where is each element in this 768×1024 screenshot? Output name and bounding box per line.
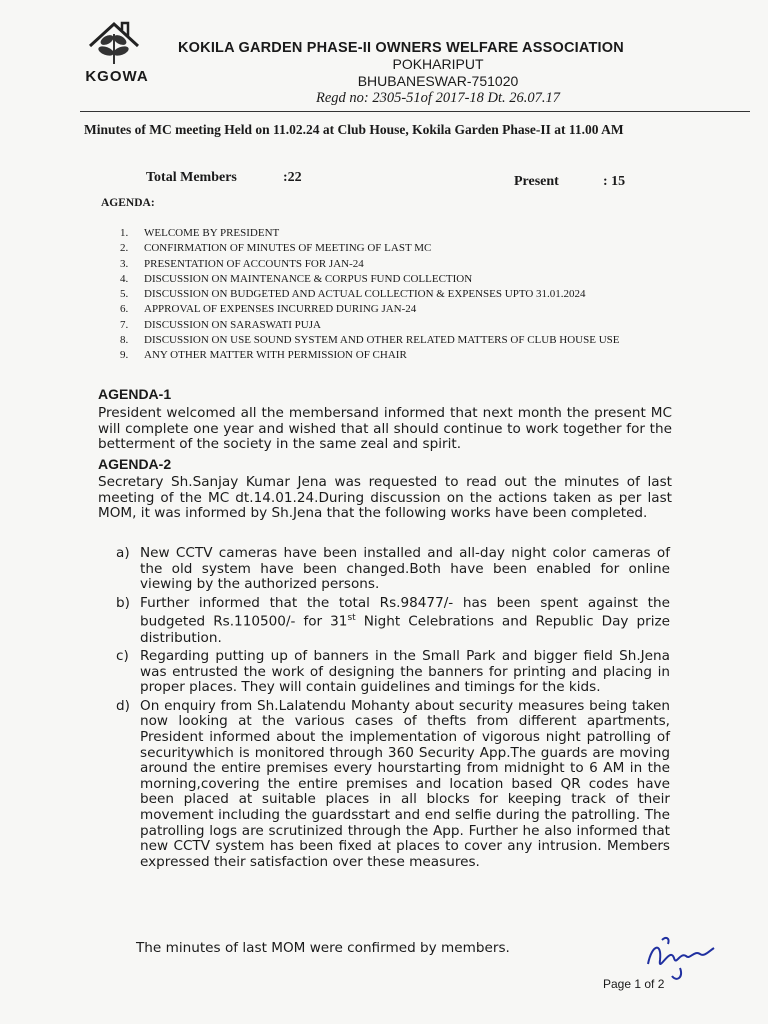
- total-members-label: Total Members: [146, 170, 237, 185]
- present-label: Present: [514, 174, 559, 189]
- closing-statement: The minutes of last MOM were confirmed by members.: [136, 940, 510, 956]
- org-locality: POKHARIPUT: [392, 56, 484, 72]
- agenda2-heading: AGENDA-2: [98, 456, 172, 472]
- agenda1-text: President welcomed all the membersand informed that next month the present MC will complete one year and wished that all should continue to work together for the betterment of the society in the same zeal and spirit.: [98, 405, 672, 453]
- logo-text: KGOWA: [85, 68, 149, 85]
- present-value: : 15: [603, 174, 626, 189]
- agenda-list: [120, 226, 680, 364]
- agenda-heading: AGENDA:: [101, 197, 155, 209]
- org-name: KOKILA GARDEN PHASE-II OWNERS WELFARE ASSOCIATION: [178, 40, 624, 56]
- list-item: a) New CCTV cameras have been installed and all-day night color cameras of the old system have been changed.Both have been enabled for online viewing by the authorized persons.: [116, 545, 670, 593]
- agenda-item: 7. DISCUSSION ON SARASWATI PUJA: [120, 318, 321, 331]
- agenda-item: 1. WELCOME BY PRESIDENT: [120, 227, 280, 239]
- agenda-item: 3. PRESENTATION OF ACCOUNTS FOR JAN-24: [120, 257, 364, 270]
- agenda-item: 4. DISCUSSION ON MAINTENANCE & CORPUS FUND COLLECTION: [120, 272, 473, 285]
- total-members-value: :22: [283, 170, 302, 185]
- agenda-item: 8. DISCUSSION ON USE SOUND SYSTEM AND OTHER RELATED MATTERS OF CLUB HOUSE USE: [120, 334, 620, 347]
- kgowa-logo: [72, 18, 162, 90]
- list-item: c) Regarding putting up of banners in the Small Park and bigger field Sh.Jena was entrusted the work of designing the banners for printing and placing in proper places. They will contain guidelines and timings for the kids.: [116, 648, 670, 696]
- registration-number: Regd no: 2305-51of 2017-18 Dt. 26.07.17: [315, 90, 561, 106]
- house-leaf-icon: [84, 18, 144, 70]
- agenda-item: 9. ANY OTHER MATTER WITH PERMISSION OF CHAIR: [120, 349, 407, 362]
- meeting-title: Minutes of MC meeting Held on 11.02.24 at Club House, Kokila Garden Phase-II at 11.00 AM: [84, 122, 624, 137]
- agenda-item: 5. DISCUSSION ON BUDGETED AND ACTUAL COLLECTION & EXPENSES UPTO 31.01.2024: [120, 288, 586, 301]
- agenda1-heading: AGENDA-1: [98, 386, 172, 402]
- list-item: d) On enquiry from Sh.Lalatendu Mohanty about security measures being taken now looking at the various cases of thefts from different apartments, President informed about the implementation of vigorous night patrolling of securitywhich is monitored through 360 Security App.The guards are moving around the entire premises every hourstarting from midnight to 6 AM in the morning,covering the entire premises and location based QR codes have been placed at suitable places in all blocks for keeping track of their movement including the guardsstart and end selfie during the patrolling. The patrolling logs are scrutinized through the App. Further he also informed that new CCTV system has been fixed at places to cover any intrusion. Members expressed their satisfaction over these measures.: [116, 697, 670, 870]
- org-city: BHUBANESWAR-751020: [357, 73, 519, 89]
- agenda2-intro: Secretary Sh.Sanjay Kumar Jena was requested to read out the minutes of last meeting of the MC dt.14.01.24.During discussion on the actions taken as per last MOM, it was informed by Sh.Jena that the following works have been completed.: [98, 474, 672, 522]
- page-number: Page 1 of 2: [603, 977, 665, 991]
- agenda-item: 2. CONFIRMATION OF MINUTES OF MEETING OF LAST MC: [120, 242, 432, 255]
- list-item: b) Further informed that the total Rs.98477/- has been spent against the budgeted Rs.110500/- for 31st Night Celebrations and Republic Day prize distribution.: [116, 594, 670, 646]
- header-divider: [80, 111, 750, 112]
- agenda-item: 6. APPROVAL OF EXPENSES INCURRED DURING JAN-24: [120, 303, 417, 316]
- agenda2-items: [116, 546, 670, 873]
